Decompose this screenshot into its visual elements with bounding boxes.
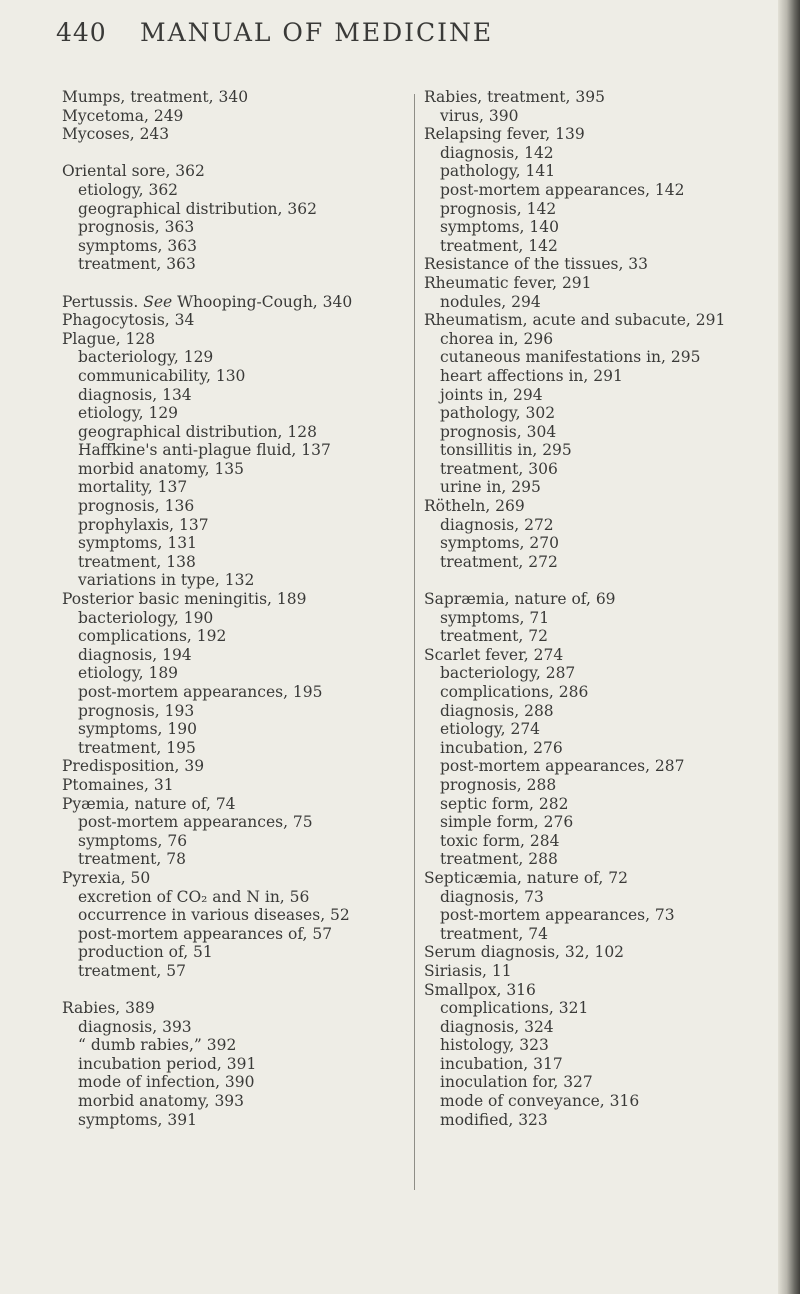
index-entry: Smallpox, 316 — [424, 980, 536, 999]
index-entry: Siriasis, 11 — [424, 961, 512, 980]
index-subentry: treatment, 78 — [78, 850, 186, 869]
index-subentry: prognosis, 136 — [78, 497, 195, 516]
index-subentry: pathology, 302 — [440, 404, 556, 423]
index-subentry: incubation period, 391 — [78, 1054, 257, 1073]
index-subentry: variations in type, 132 — [78, 571, 255, 590]
entry-text: Pertussis. — [62, 292, 139, 311]
index-entry: Ptomaines, 31 — [62, 775, 174, 794]
index-subentry: complications, 321 — [440, 999, 589, 1018]
index-subentry: mode of infection, 390 — [78, 1073, 255, 1092]
index-subentry: post-mortem appearances, 73 — [440, 906, 675, 925]
index-subentry: symptoms, 391 — [78, 1110, 197, 1129]
index-subentry: treatment, 272 — [440, 552, 558, 571]
index-subentry: incubation, 276 — [440, 738, 563, 757]
index-entry: Posterior basic meningitis, 189 — [62, 590, 307, 609]
index-entry — [62, 293, 392, 312]
index-entry: Septicæmia, nature of, 72 — [424, 868, 628, 887]
index-subentry: diagnosis, 142 — [440, 143, 554, 162]
index-subentry: joints in, 294 — [440, 385, 543, 404]
index-subentry: post-mortem appearances, 195 — [78, 683, 323, 701]
index-subentry: treatment, 57 — [78, 961, 186, 980]
index-subentry: bacteriology, 190 — [78, 608, 214, 627]
index-subentry: symptoms, 71 — [440, 608, 550, 627]
index-subentry: treatment, 72 — [440, 627, 548, 646]
index-subentry: modified, 323 — [440, 1110, 548, 1129]
index-subentry: prognosis, 288 — [440, 775, 557, 794]
index-subentry: tonsillitis in, 295 — [440, 441, 572, 460]
index-entry: Rabies, treatment, 395 — [424, 88, 605, 106]
index-subentry: symptoms, 131 — [78, 534, 197, 553]
section-gap — [424, 571, 774, 590]
section-gap — [62, 274, 392, 293]
index-subentry: diagnosis, 134 — [78, 385, 192, 404]
index-subentry: bacteriology, 287 — [440, 664, 576, 683]
index-entry: Rötheln, 269 — [424, 497, 525, 516]
index-subentry: diagnosis, 288 — [440, 701, 554, 720]
index-subentry: “ dumb rabies,” 392 — [78, 1036, 237, 1055]
index-entry: Sapræmia, nature of, 69 — [424, 590, 616, 609]
index-subentry: incubation, 317 — [440, 1054, 563, 1073]
page-number: 440 — [56, 18, 107, 47]
index-entry: Oriental sore, 362 — [62, 162, 205, 181]
index-subentry: chorea in, 296 — [440, 329, 554, 348]
index-subentry: urine in, 295 — [440, 478, 541, 497]
index-subentry: occurrence in various diseases, 52 — [78, 906, 350, 925]
index-subentry: communicability, 130 — [78, 366, 246, 385]
index-subentry: etiology, 129 — [78, 404, 179, 423]
index-subentry: heart affections in, 291 — [440, 366, 623, 385]
running-title: MANUAL OF MEDICINE — [140, 18, 494, 47]
index-subentry: cutaneous manifestations in, 295 — [440, 348, 701, 367]
index-subentry: Haffkine's anti-plague fluid, 137 — [78, 441, 331, 460]
index-subentry: diagnosis, 324 — [440, 1017, 554, 1036]
index-subentry: morbid anatomy, 393 — [78, 1092, 245, 1111]
index-subentry: post-mortem appearances, 287 — [440, 757, 685, 776]
index-subentry: symptoms, 76 — [78, 831, 188, 850]
index-subentry: prognosis, 193 — [78, 701, 195, 720]
index-subentry: symptoms, 140 — [440, 218, 559, 237]
index-entry: Rheumatism, acute and subacute, 291 — [424, 311, 726, 330]
index-subentry: post-mortem appearances of, 57 — [78, 924, 333, 943]
index-subentry: geographical distribution, 362 — [78, 199, 317, 218]
index-subentry: bacteriology, 129 — [78, 348, 214, 367]
index-subentry: symptoms, 270 — [440, 534, 559, 553]
index-entry: Mumps, treatment, 340 — [62, 88, 249, 106]
index-subentry: septic form, 282 — [440, 794, 569, 813]
index-subentry: geographical distribution, 128 — [78, 422, 317, 441]
index-entry: Rheumatic fever, 291 — [424, 273, 592, 292]
index-entry: Rabies, 389 — [62, 999, 155, 1018]
page-edge-shadow — [778, 0, 800, 1294]
index-subentry: morbid anatomy, 135 — [78, 459, 245, 478]
index-subentry: mortality, 137 — [78, 478, 188, 497]
index-entry: Pyrexia, 50 — [62, 868, 151, 887]
see-reference: See — [143, 292, 173, 311]
index-subentry: treatment, 74 — [440, 924, 548, 943]
index-subentry: pathology, 141 — [440, 162, 556, 181]
index-subentry: treatment, 306 — [440, 459, 558, 478]
section-gap — [62, 144, 392, 163]
index-entry: Pyæmia, nature of, 74 — [62, 794, 236, 813]
index-subentry: post-mortem appearances, 142 — [440, 180, 685, 199]
index-entry: Scarlet fever, 274 — [424, 645, 564, 664]
index-subentry: excretion of CO₂ and N in, 56 — [78, 887, 310, 906]
index-subentry: treatment, 288 — [440, 850, 558, 869]
index-subentry: treatment, 142 — [440, 236, 558, 255]
index-subentry: production of, 51 — [78, 943, 213, 962]
index-subentry: simple form, 276 — [440, 813, 574, 832]
index-column-left — [62, 88, 392, 1129]
index-subentry: complications, 192 — [78, 627, 227, 646]
index-column-right — [424, 88, 774, 1129]
index-subentry: post-mortem appearances, 75 — [78, 813, 313, 832]
index-subentry: prognosis, 363 — [78, 218, 195, 237]
index-subentry: virus, 390 — [440, 106, 519, 125]
index-subentry: etiology, 274 — [440, 720, 541, 739]
index-subentry: symptoms, 363 — [78, 236, 197, 255]
index-entry: Mycoses, 243 — [62, 125, 170, 144]
index-subentry: etiology, 189 — [78, 664, 179, 683]
index-subentry: toxic form, 284 — [440, 831, 560, 850]
index-subentry: diagnosis, 393 — [78, 1017, 192, 1036]
index-entry: Plague, 128 — [62, 329, 156, 348]
index-subentry: treatment, 138 — [78, 552, 196, 571]
index-subentry: mode of conveyance, 316 — [440, 1092, 640, 1111]
column-divider — [414, 94, 415, 1190]
page-header — [56, 18, 756, 58]
index-subentry: diagnosis, 272 — [440, 515, 554, 534]
index-subentry: prognosis, 142 — [440, 199, 557, 218]
index-entry: Phagocytosis, 34 — [62, 311, 195, 330]
index-entry: Mycetoma, 249 — [62, 106, 184, 125]
index-subentry: diagnosis, 73 — [440, 887, 544, 906]
section-gap — [62, 981, 392, 1000]
index-subentry: nodules, 294 — [440, 292, 541, 311]
index-subentry: symptoms, 190 — [78, 720, 197, 739]
index-entry: Resistance of the tissues, 33 — [424, 255, 649, 274]
index-subentry: treatment, 363 — [78, 255, 196, 274]
index-subentry: complications, 286 — [440, 683, 589, 701]
index-subentry: histology, 323 — [440, 1036, 549, 1055]
index-subentry: etiology, 362 — [78, 180, 179, 199]
index-entry: Relapsing fever, 139 — [424, 125, 585, 144]
index-subentry: diagnosis, 194 — [78, 645, 192, 664]
index-subentry: prophylaxis, 137 — [78, 515, 209, 534]
entry-text-after: Whooping-Cough, 340 — [177, 292, 353, 311]
index-entry: Predisposition, 39 — [62, 757, 205, 776]
index-entry: Serum diagnosis, 32, 102 — [424, 943, 625, 962]
index-subentry: prognosis, 304 — [440, 422, 557, 441]
index-subentry: treatment, 195 — [78, 738, 196, 757]
index-subentry: inoculation for, 327 — [440, 1073, 593, 1092]
